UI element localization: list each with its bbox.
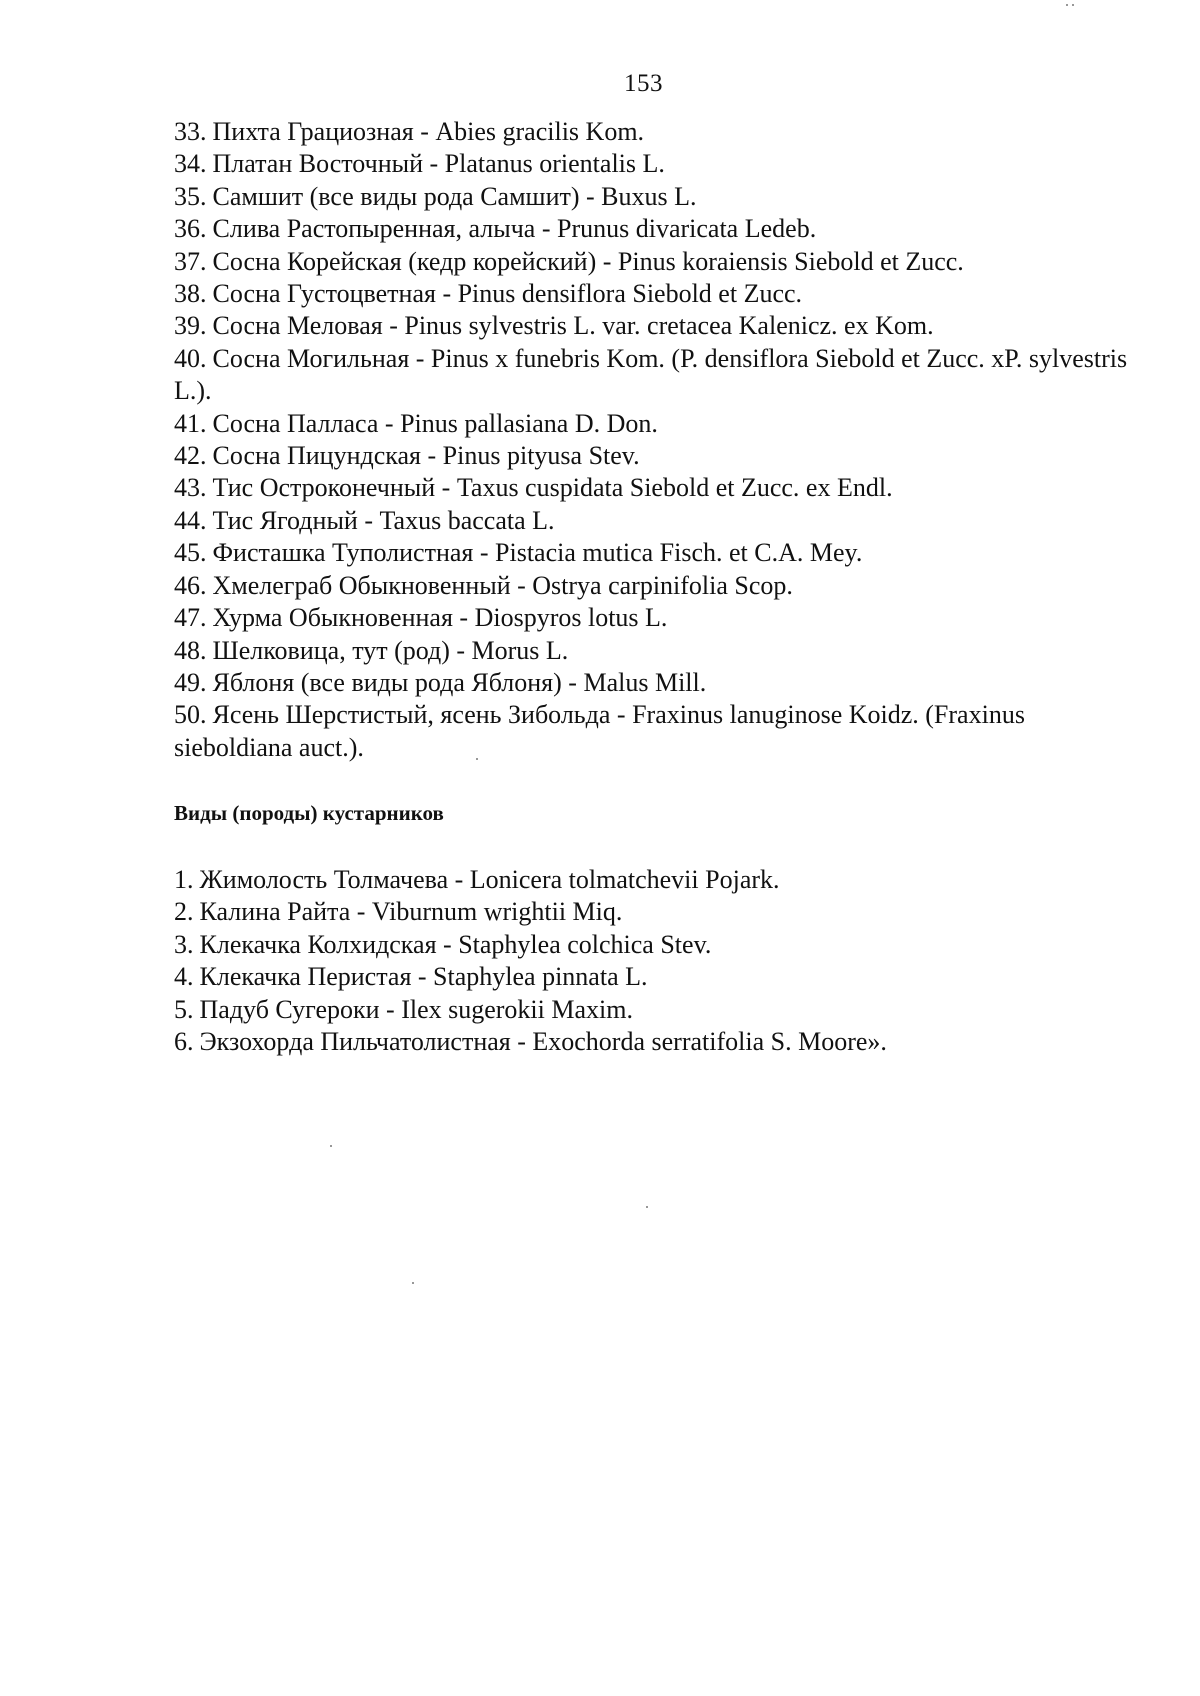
list-item: 1. Жимолость Толмачева - Lonicera tolmatchevii Pojark.: [174, 865, 780, 894]
scan-speck: [1066, 4, 1068, 6]
shrub-species-list: [174, 864, 1134, 1058]
scan-speck: [646, 1206, 648, 1208]
list-item: 33. Пихта Грациозная - Abies gracilis Kom.: [174, 117, 645, 146]
list-item: 49. Яблоня (все виды рода Яблоня) - Malus Mill.: [174, 667, 707, 697]
tree-species-list: [174, 116, 1134, 764]
list-item: 45. Фисташка Туполистная - Pistacia mutica Fisch. et C.A. Mey.: [174, 538, 863, 568]
list-item: 48. Шелковица, тут (род) - Morus L.: [174, 635, 569, 665]
list-item: 37. Сосна Корейская (кедр корейский) - Pinus koraiensis Siebold et Zucc.: [174, 246, 964, 276]
page-number: 153: [624, 70, 663, 97]
list-item: 38. Сосна Густоцветная - Pinus densiflora Siebold et Zucc.: [174, 279, 803, 309]
list-item: 44. Тис Ягодный - Taxus baccata L.: [174, 505, 555, 535]
list-item: 3. Клекачка Колхидская - Staphylea colchica Stev.: [174, 929, 712, 959]
list-item: 46. Хмелеграб Обыкновенный - Ostrya carpinifolia Scop.: [174, 570, 793, 600]
scan-speck: [476, 758, 478, 760]
list-item: 42. Сосна Пицундская - Pinus pityusa Stev.: [174, 441, 640, 471]
scan-speck: [412, 1282, 414, 1284]
list-item: 6. Экзохорда Пильчатолистная - Exochorda serratifolia S. Moore».: [174, 1027, 887, 1057]
section-heading: Виды (породы) кустарников: [174, 801, 444, 825]
list-item: 43. Тис Остроконечный - Taxus cuspidata Siebold et Zucc. ex Endl.: [174, 473, 893, 503]
scan-speck: [1072, 4, 1074, 6]
list-item: 2. Калина Райта - Viburnum wrightii Miq.: [174, 897, 623, 927]
list-item: 35. Самшит (все виды рода Самшит) - Buxus L.: [174, 181, 697, 211]
list-item: 4. Клекачка Перистая - Staphylea pinnata L.: [174, 962, 648, 992]
list-item: 50. Ясень Шерстистый, ясень Зибольда - Fraxinus lanuginose Koidz. (Fraxinus sieboldiana auct.).: [174, 700, 1025, 762]
list-item: 41. Сосна Палласа - Pinus pallasiana D. Don.: [174, 408, 658, 438]
list-item: 36. Слива Растопыренная, алыча - Prunus divaricata Ledeb.: [174, 214, 817, 244]
list-item: 39. Сосна Меловая - Pinus sylvestris L. var. cretacea Kalenicz. ex Kom.: [174, 311, 934, 341]
list-item: 5. Падуб Сугероки - Ilex sugerokii Maxim.: [174, 994, 633, 1024]
list-item: 40. Сосна Могильная - Pinus x funebris Kom. (P. densiflora Siebold et Zucc. xP. sylvestris L.).: [174, 343, 1128, 406]
list-item: 47. Хурма Обыкновенная - Diospyros lotus L.: [174, 603, 668, 633]
scan-speck: [330, 1145, 332, 1147]
list-item: 34. Платан Восточный - Platanus orientalis L.: [174, 149, 665, 179]
